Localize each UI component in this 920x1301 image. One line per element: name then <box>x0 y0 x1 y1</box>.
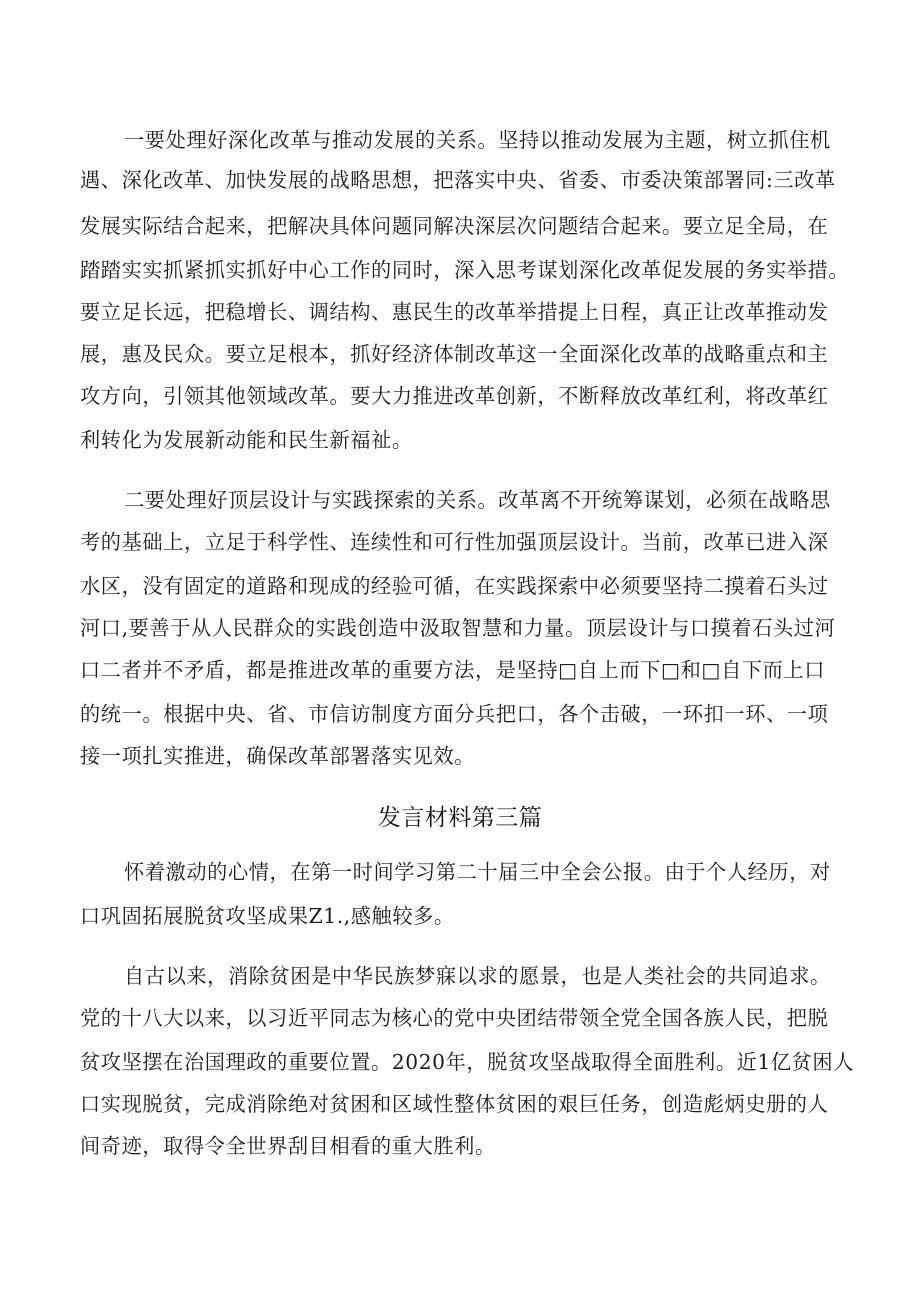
paragraph-line: 攻方向，引领其他领域改革。要大力推进改革创新，不断释放改革红利，将改革红 <box>80 384 829 408</box>
paragraph-line: 展，惠及民众。要立足根本，抓好经济体制改革这一全面深化改革的战略重点和主 <box>80 342 829 366</box>
paragraph-line: 自古以来，消除贫困是中华民族梦寐以求的愿景，也是人类社会的共同追求。 <box>124 964 831 988</box>
paragraph-line: 遇、深化改革、加快发展的战略思想，把落实中央、省委、市委决策部署同:三改革 <box>80 168 836 192</box>
paragraph-line: 利转化为发展新动能和民生新福祉。 <box>80 428 413 452</box>
section-heading: 发言材料第三篇 <box>377 805 543 831</box>
paragraph-line: 二要处理好顶层设计与实践探索的关系。改革离不开统筹谋划，必须在战略思 <box>124 488 831 512</box>
paragraph-line: 踏踏实实抓紧抓实抓好中心工作的同时，深入思考谋划深化改革促发展的务实举措。 <box>80 258 850 282</box>
paragraph-line: 怀着激动的心情，在第一时间学习第二十届三中全会公报。由于个人经历，对 <box>124 860 831 884</box>
paragraph-line: 口二者并不矛盾，都是推进改革的重要方法，是坚持□自上而下□和□自下而上口 <box>80 658 826 682</box>
paragraph-line: 间奇迹，取得令全世界刮目相看的重大胜利。 <box>80 1134 496 1158</box>
paragraph-line: 的统一。根据中央、省、市信访制度方面分兵把口，各个击破，一环扣一环、一项 <box>80 702 829 726</box>
paragraph-line: 水区，没有固定的道路和现成的经验可循，在实践探索中必须要坚持二摸着石头过 <box>80 574 829 598</box>
paragraph-line: 党的十八大以来，以习近平同志为核心的党中央团结带领全党全国各族人民，把脱 <box>80 1006 829 1030</box>
paragraph-line: 接一项扎实推进，确保改革部署落实见效。 <box>80 744 475 768</box>
paragraph-line: 口实现脱贫，完成消除绝对贫困和区域性整体贫困的艰巨任务，创造彪炳史册的人 <box>80 1092 829 1116</box>
paragraph-line: 口巩固拓展脱贫攻坚成果Z1.,感触较多。 <box>80 904 455 928</box>
paragraph-line: 发展实际结合起来，把解决具体问题同解决深层次问题结合起来。要立足全局，在 <box>80 214 829 238</box>
paragraph-line: 一要处理好深化改革与推动发展的关系。坚持以推动发展为主题，树立抓住机 <box>124 128 831 152</box>
paragraph-line: 贫攻坚摆在治国理政的重要位置。2020年，脱贫攻坚战取得全面胜利。近1亿贫困人 <box>80 1050 854 1074</box>
paragraph-line: 河口,要善于从人民群众的实践创造中汲取智慧和力量。顶层设计与口摸着石头过河 <box>80 616 836 640</box>
paragraph-line: 考的基础上，立足于科学性、连续性和可行性加强顶层设计。当前，改革已进入深 <box>80 530 829 554</box>
paragraph-line: 要立足长远，把稳增长、调结构、惠民生的改革举措提上日程，真正让改革推动发 <box>80 300 829 324</box>
